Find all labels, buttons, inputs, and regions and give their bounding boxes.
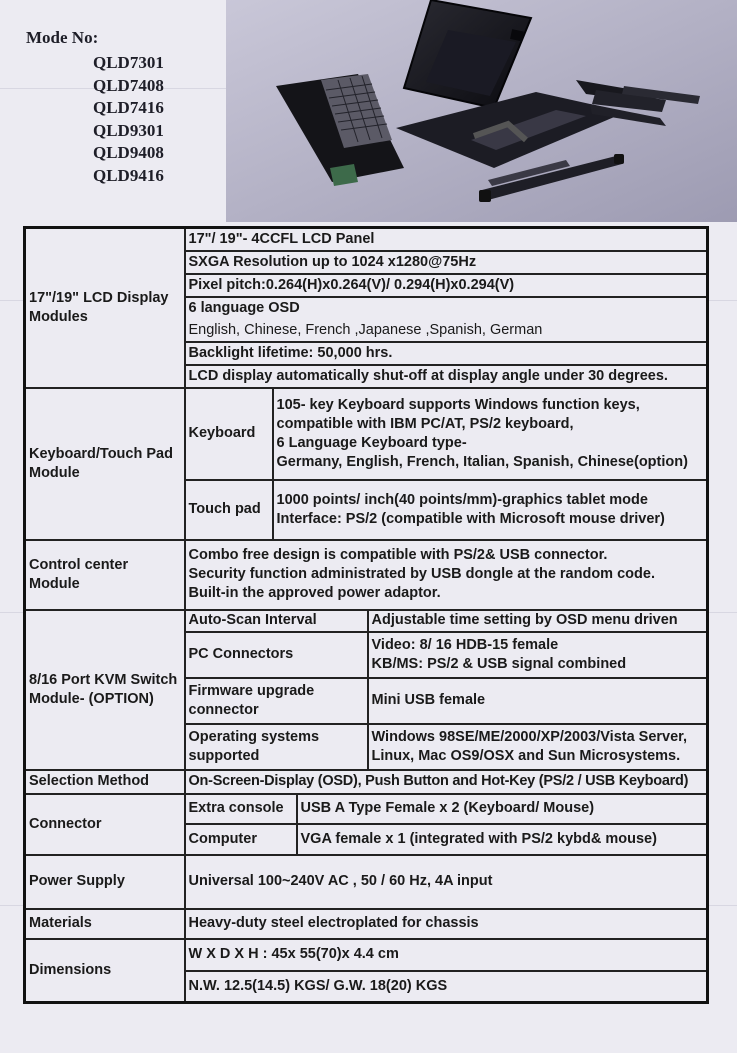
header bbox=[0, 0, 737, 222]
mode-number-label: Mode No: bbox=[26, 28, 99, 47]
computer-connector-value: VGA female x 1 (integrated with PS/2 kybd& mouse) bbox=[297, 824, 708, 855]
control-center-spec-line: Built-in the approved power adaptor. bbox=[188, 585, 441, 601]
lcd-pixel-pitch-spec: Pixel pitch:0.264(H)x0.264(V)/ 0.294(H)x0.294(V) bbox=[185, 274, 708, 297]
touchpad-spec bbox=[273, 480, 708, 540]
keyboard-spec bbox=[273, 388, 708, 480]
operating-systems-label: Operating systems supported bbox=[185, 724, 368, 770]
lcd-panel-spec: 17"/ 19"- 4CCFL LCD Panel bbox=[185, 228, 708, 251]
model-number: QLD9408 bbox=[93, 143, 164, 163]
keyboard-module-category: Keyboard/Touch Pad Module bbox=[25, 388, 185, 540]
operating-systems-value: Windows 98SE/ME/2000/XP/2003/Vista Server, Linux, Mac OS9/OSX and Sun Microsystems. bbox=[368, 724, 708, 770]
extra-console-value: USB A Type Female x 2 (Keyboard/ Mouse) bbox=[297, 794, 708, 824]
lcd-osd-title: 6 language OSD bbox=[185, 297, 708, 320]
selection-method-category: Selection Method bbox=[25, 770, 185, 794]
computer-connector-label: Computer bbox=[185, 824, 297, 855]
keyboard-spec-line: 6 Language Keyboard type- bbox=[276, 434, 467, 451]
pc-connectors-line: KB/MS: PS/2 & USB signal combined bbox=[371, 655, 627, 672]
power-supply-value: Universal 100~240V AC , 50 / 60 Hz, 4A input bbox=[185, 855, 708, 909]
firmware-upgrade-label: Firmware upgrade connector bbox=[185, 678, 368, 724]
model-number: QLD9416 bbox=[93, 165, 164, 185]
keyboard-spec-line: compatible with IBM PC/AT, PS/2 keyboard, bbox=[276, 415, 574, 432]
pc-connectors-label: PC Connectors bbox=[185, 632, 368, 678]
materials-category: Materials bbox=[25, 909, 185, 939]
kvm-console-illustration bbox=[226, 0, 737, 222]
keyboard-spec-line: 105- key Keyboard supports Windows function keys, bbox=[276, 396, 640, 413]
dimensions-size: W X D X H : 45x 55(70)x 4.4 cm bbox=[185, 939, 708, 971]
power-supply-category: Power Supply bbox=[25, 855, 185, 909]
autoscan-value: Adjustable time setting by OSD menu driven bbox=[368, 610, 708, 632]
touchpad-spec-line: Interface: PS/2 (compatible with Microsoft mouse driver) bbox=[276, 510, 665, 527]
control-center-spec bbox=[185, 540, 708, 610]
lcd-osd-languages: English, Chinese, French ,Japanese ,Spanish, German bbox=[185, 320, 708, 342]
touchpad-spec-line: 1000 points/ inch(40 points/mm)-graphics tablet mode bbox=[276, 491, 648, 508]
dimensions-weight: N.W. 12.5(14.5) KGS/ G.W. 18(20) KGS bbox=[185, 971, 708, 1003]
model-number: QLD7301 bbox=[93, 53, 164, 72]
materials-value: Heavy-duty steel electroplated for chassis bbox=[185, 909, 708, 939]
autoscan-label: Auto-Scan Interval bbox=[185, 610, 368, 632]
lcd-resolution-spec: SXGA Resolution up to 1024 x1280@75Hz bbox=[185, 251, 708, 274]
model-number: QLD7408 bbox=[93, 75, 164, 95]
firmware-upgrade-value: Mini USB female bbox=[368, 678, 708, 724]
pc-connectors-line: Video: 8/ 16 HDB-15 female bbox=[371, 636, 559, 653]
connector-category: Connector bbox=[25, 794, 185, 855]
lcd-module-category: 17"/19" LCD Display Modules bbox=[25, 228, 185, 388]
lcd-backlight-spec: Backlight lifetime: 50,000 hrs. bbox=[185, 342, 708, 365]
selection-method-value: On-Screen-Display (OSD), Push Button and Hot-Key (PS/2 / USB Keyboard) bbox=[185, 770, 708, 794]
dimensions-category: Dimensions bbox=[25, 939, 185, 1003]
pc-connectors-value bbox=[368, 632, 708, 678]
keyboard-label: Keyboard bbox=[185, 388, 273, 480]
specification-table bbox=[23, 226, 709, 1004]
model-number: QLD9301 bbox=[93, 120, 164, 140]
product-photo bbox=[226, 0, 737, 222]
model-number: QLD7416 bbox=[93, 98, 164, 118]
extra-console-label: Extra console bbox=[185, 794, 297, 824]
lcd-shutoff-spec: LCD display automatically shut-off at display angle under 30 degrees. bbox=[185, 365, 708, 388]
touchpad-label: Touch pad bbox=[185, 480, 273, 540]
control-center-spec-line: Combo free design is compatible with PS/2& USB connector. bbox=[188, 547, 608, 563]
keyboard-spec-line: Germany, English, French, Italian, Spanish, Chinese(option) bbox=[276, 453, 688, 470]
model-number-list bbox=[93, 52, 164, 188]
control-center-category: Control center Module bbox=[25, 540, 185, 610]
kvm-module-category: 8/16 Port KVM Switch Module- (OPTION) bbox=[25, 610, 185, 770]
control-center-spec-line: Security function administrated by USB dongle at the random code. bbox=[188, 566, 655, 582]
